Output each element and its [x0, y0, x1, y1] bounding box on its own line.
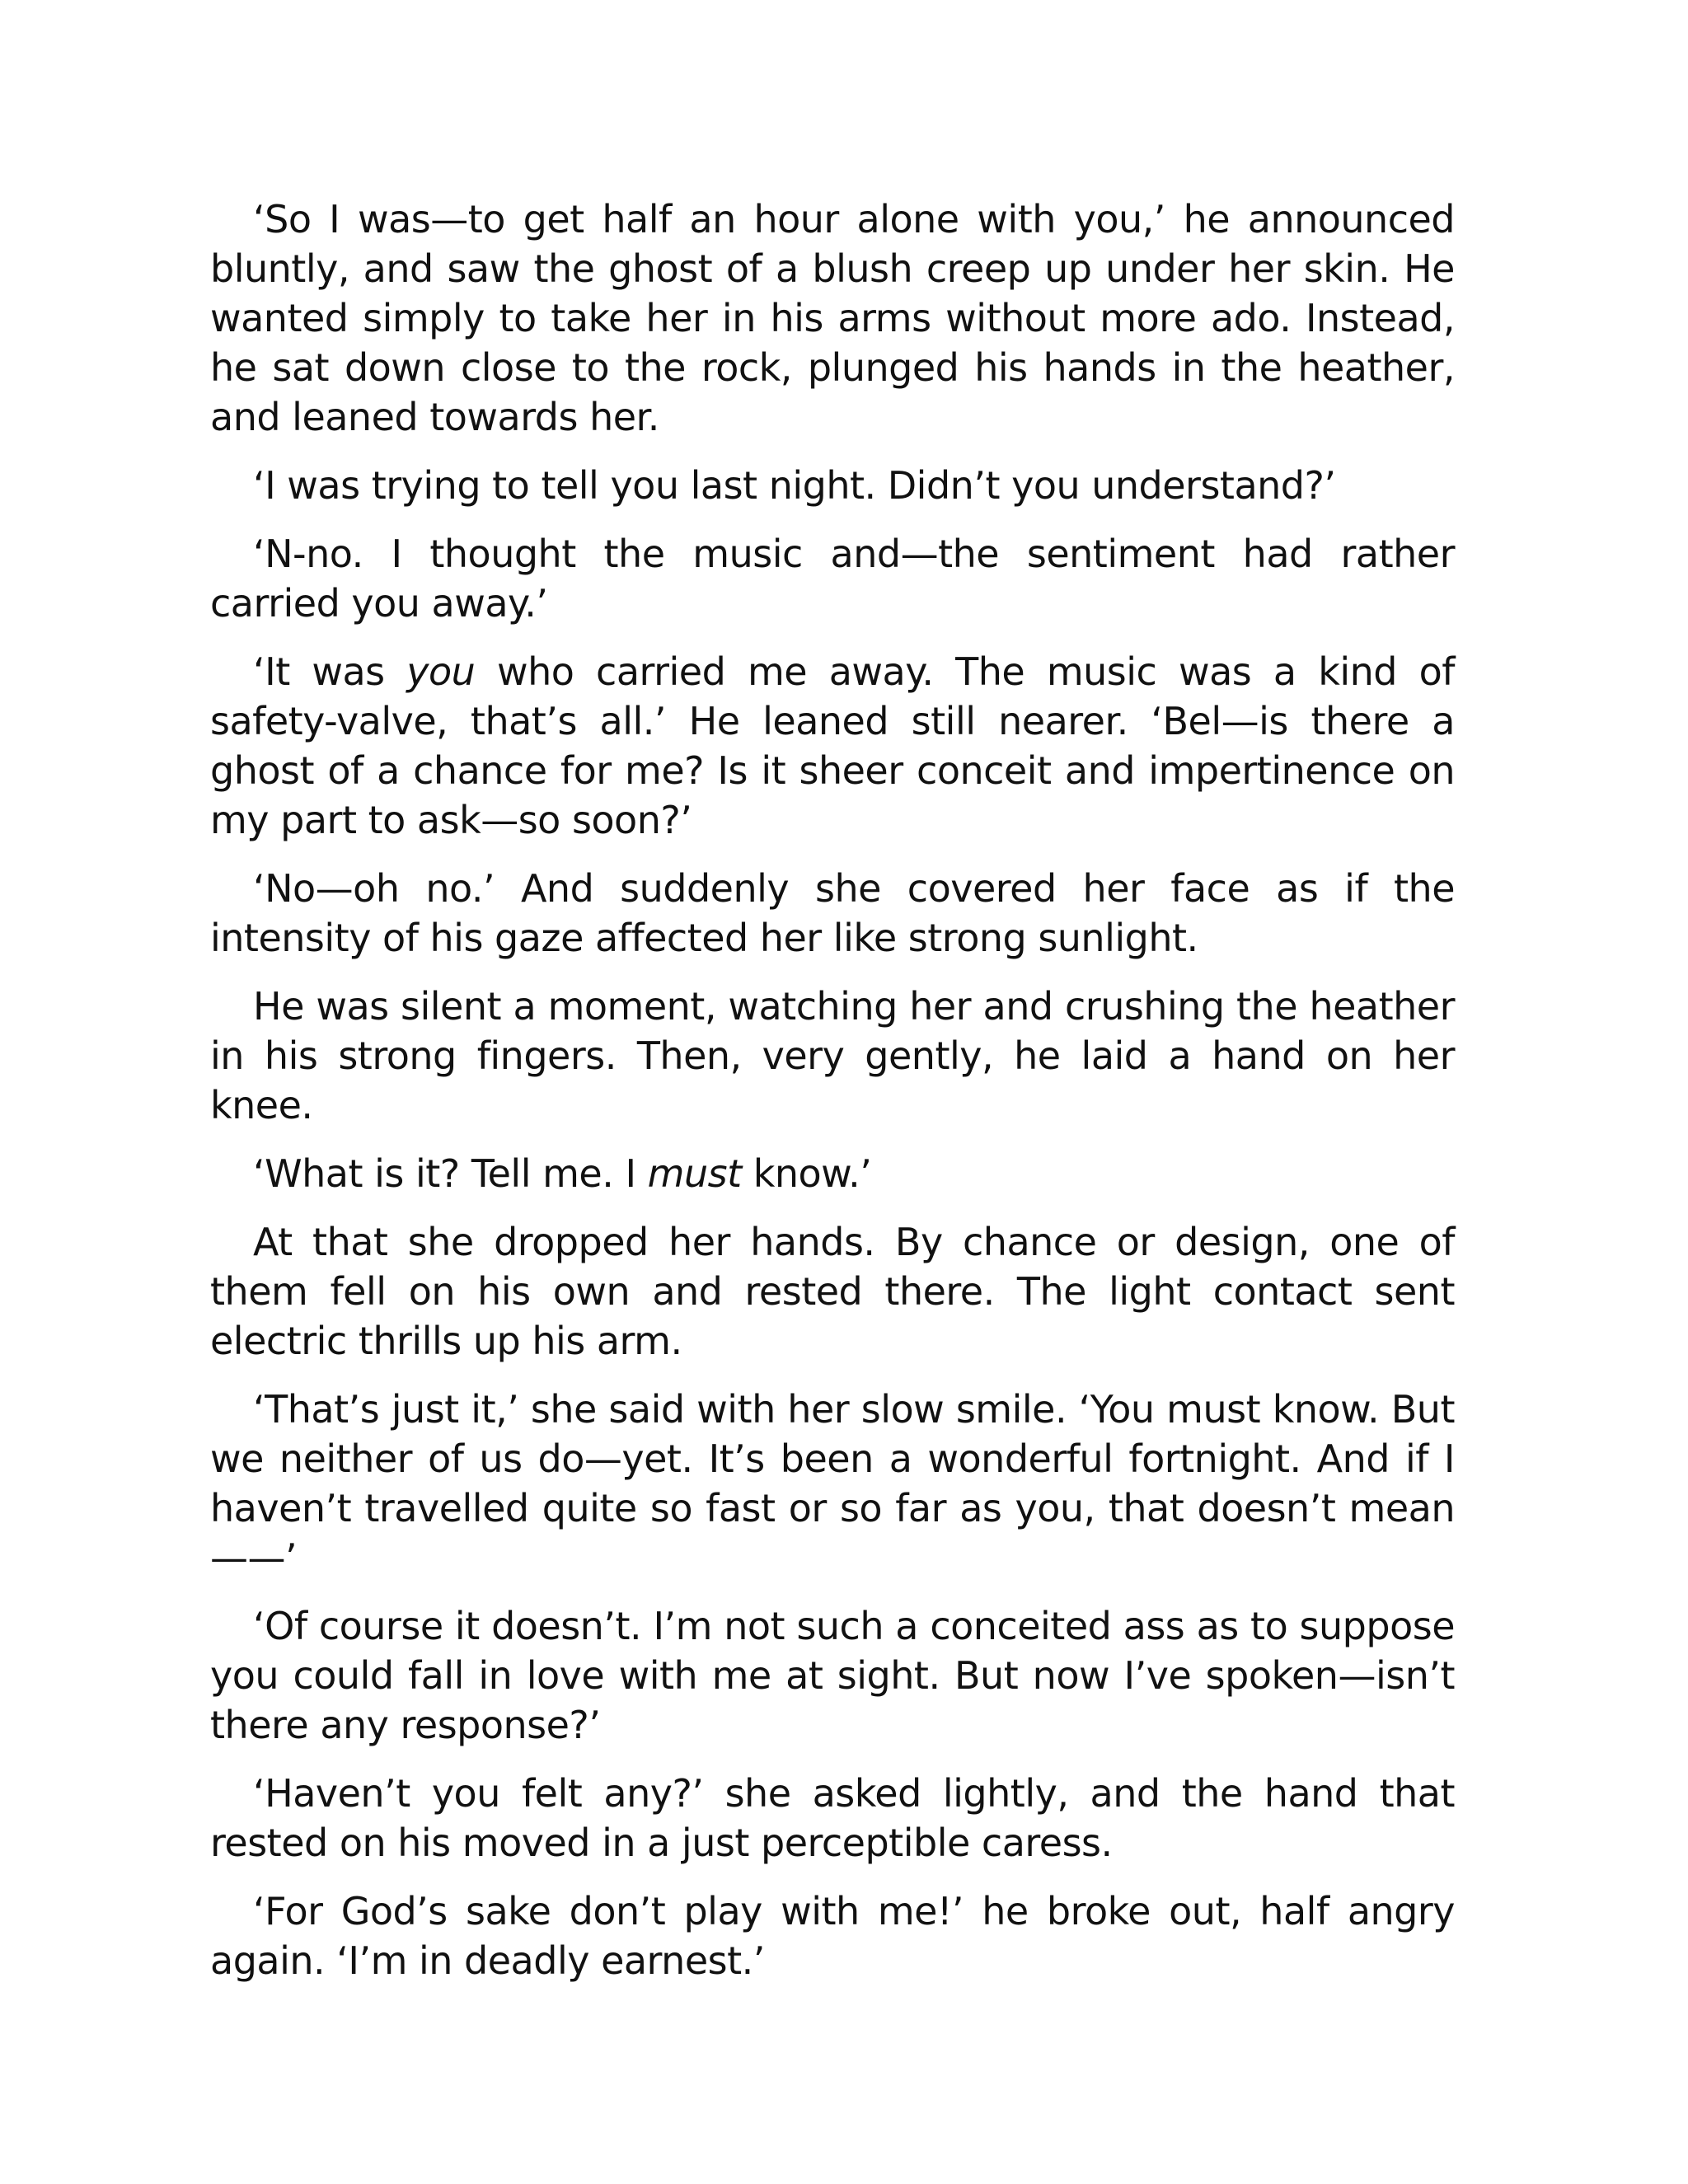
- paragraph: [210, 1149, 1455, 1198]
- emphasized-word: you: [406, 649, 476, 694]
- paragraph: At that she dropped her hands. By chance or design, one of them fell on his own and rested there. The light contact sent electric thrills up his arm.: [210, 1220, 1455, 1363]
- paragraph: ‘No—oh no.’ And suddenly she covered her face as if the intensity of his gaze affected her like strong sunlight.: [210, 866, 1455, 960]
- paragraph: [210, 647, 1455, 845]
- paragraph-text: ‘What is it? Tell me. I: [253, 1151, 648, 1196]
- body-text: [210, 194, 1455, 2004]
- paragraph: He was silent a moment, watching her and crushing the heather in his strong fingers. Then, very gently, he laid a hand on her knee.: [210, 984, 1455, 1127]
- paragraph: ‘That’s just it,’ she said with her slow smile. ‘You must know. But we neither of us do—yet. It’s been a wonderful fortnight. And if I haven’t travelled quite so fast or so far as you, that doesn’t mean ——’: [210, 1387, 1455, 1580]
- paragraph: ‘For God’s sake don’t play with me!’ he broke out, half angry again. ‘I’m in deadly earnest.’: [210, 1889, 1455, 1983]
- paragraph: ‘Of course it doesn’t. I’m not such a conceited ass as to suppose you could fall in love with me at sight. But now I’ve spoken—isn’t there any response?’: [210, 1604, 1455, 1747]
- paragraph: ‘I was trying to tell you last night. Didn’t you understand?’: [253, 463, 1336, 508]
- paragraph: ‘Haven’t you felt any?’ she asked lightly, and the hand that rested on his moved in a just perceptible caress.: [210, 1771, 1455, 1865]
- emphasized-word: must: [647, 1151, 742, 1196]
- paragraph-text: know.’: [741, 1151, 872, 1196]
- paragraph-text: who carried me away. The music was a kind of safety-valve, that’s all.’ He leaned still nearer. ‘Bel—is there a ghost of a chance for me? Is it sheer conceit and impertinence on my part to ask—so soon?’: [210, 649, 1455, 842]
- paragraph: ‘N-no. I thought the music and—the sentiment had rather carried you away.’: [210, 532, 1455, 626]
- paragraph-text: ‘It was: [253, 649, 407, 694]
- paragraph: ‘So I was—to get half an hour alone with you,’ he announced bluntly, and saw the ghost of a blush creep up under her skin. He wanted simply to take her in his arms without more ado. Instead, he sat down close to the rock, plunged his hands in the heather, and leaned towards her.: [210, 197, 1455, 439]
